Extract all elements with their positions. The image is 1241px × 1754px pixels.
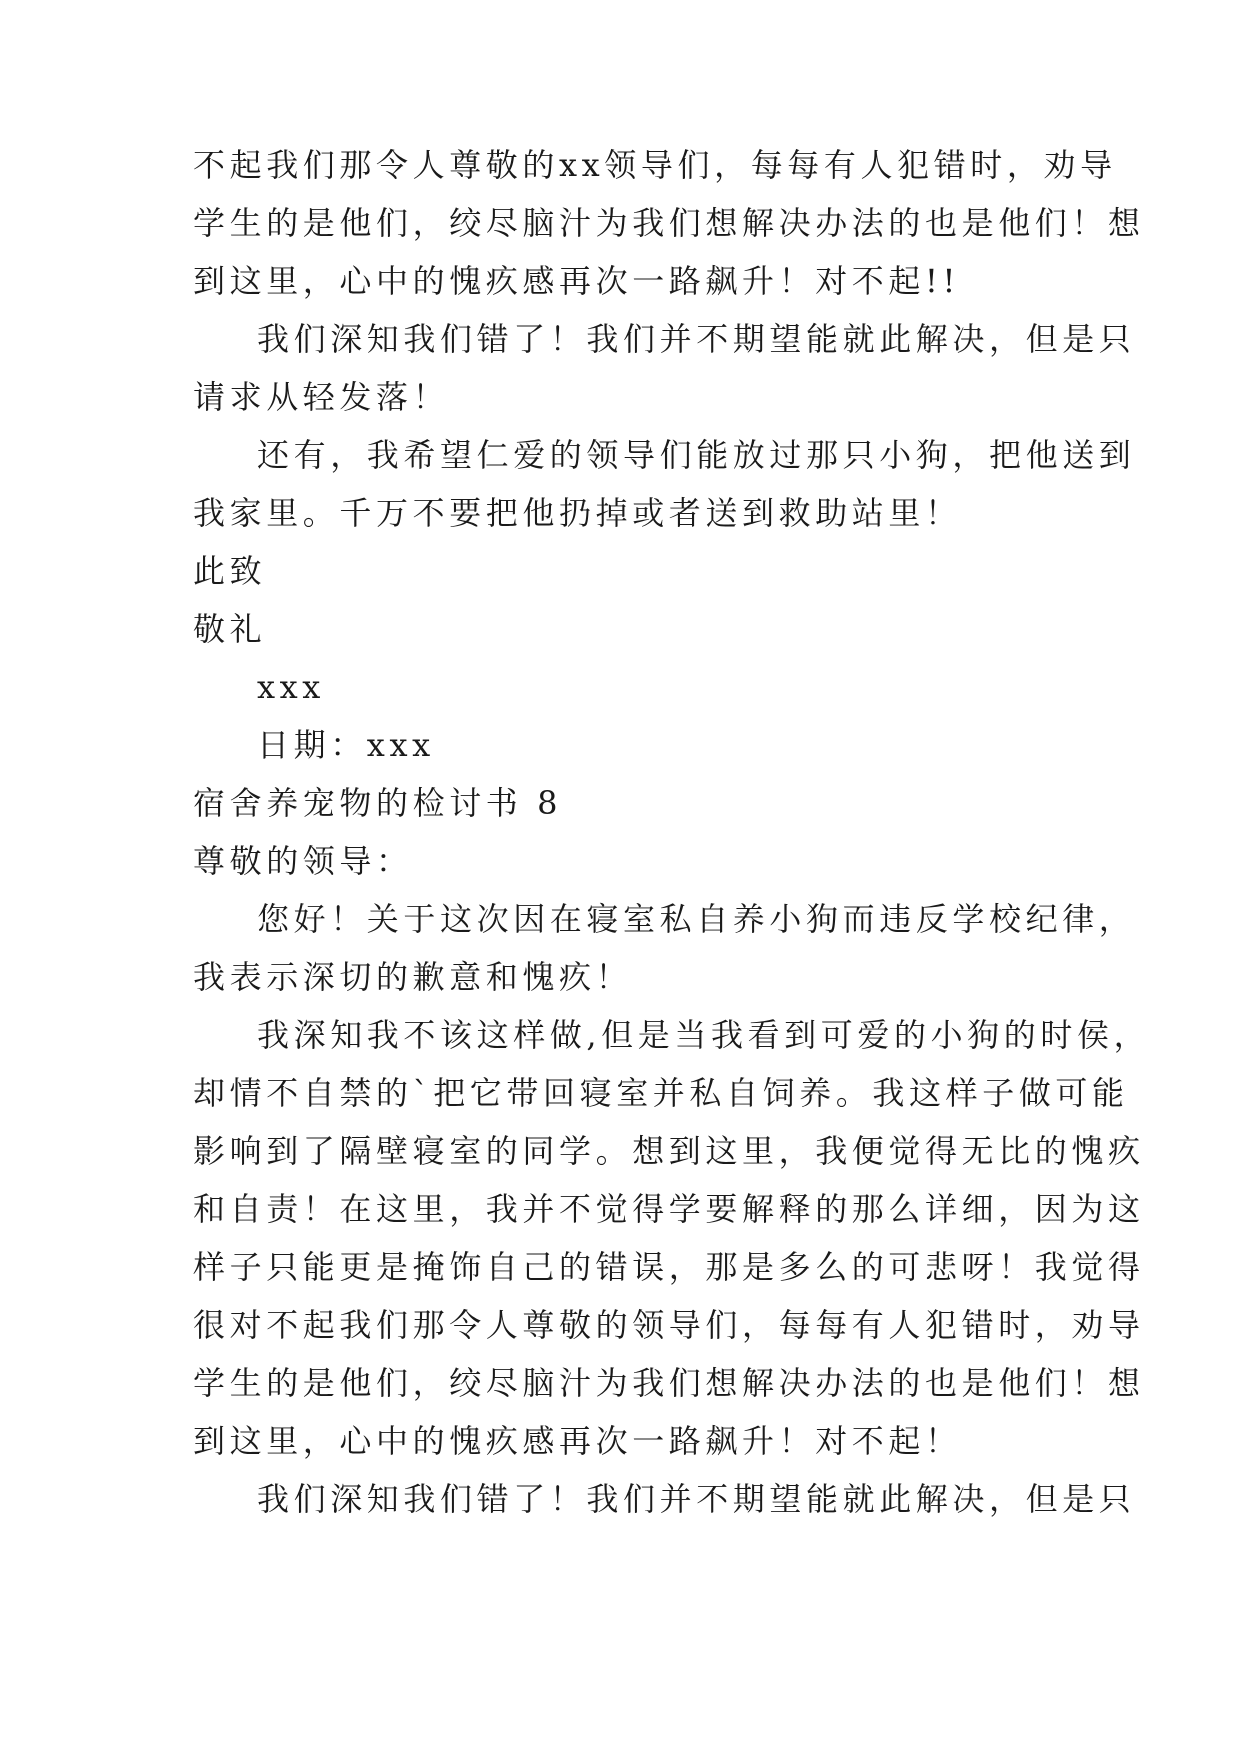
text-line: 到这里，心中的愧疚感再次一路飙升！对不起！ [193, 1422, 962, 1460]
signature-name: xxx [257, 668, 325, 706]
text-line: 影响到了隔壁寝室的同学。想到这里，我便觉得无比的愧疚 [193, 1132, 1145, 1170]
closing-salutation: 此致 [193, 552, 267, 590]
closing-regards: 敬礼 [193, 610, 267, 648]
paragraph-start: 我们深知我们错了！我们并不期望能就此解决，但是只 [257, 1480, 1136, 1518]
paragraph-start: 您好！关于这次因在寝室私自养小狗而违反学校纪律， [257, 900, 1136, 938]
text-line: 样子只能更是掩饰自己的错误，那是多么的可悲呀！我觉得 [193, 1248, 1145, 1286]
text-line: 很对不起我们那令人尊敬的领导们，每每有人犯错时，劝导 [193, 1306, 1145, 1344]
paragraph-start: 还有，我希望仁爱的领导们能放过那只小狗，把他送到 [257, 436, 1136, 474]
text-line: 不起我们那令人尊敬的xx领导们，每每有人犯错时，劝导 [193, 146, 1117, 184]
paragraph-start: 我们深知我们错了！我们并不期望能就此解决，但是只 [257, 320, 1136, 358]
text-line: 到这里，心中的愧疚感再次一路飙升！对不起!! [193, 262, 960, 300]
signature-date: 日期：xxx [257, 726, 435, 764]
text-line: 学生的是他们，绞尽脑汁为我们想解决办法的也是他们！想 [193, 1364, 1145, 1402]
greeting: 尊敬的领导： [193, 842, 413, 880]
text-line: 和自责！在这里，我并不觉得学要解释的那么详细，因为这 [193, 1190, 1145, 1228]
paragraph-start: 我深知我不该这样做,但是当我看到可爱的小狗的时侯， [257, 1016, 1151, 1054]
text-line: 我表示深切的歉意和愧疚！ [193, 958, 633, 996]
text-line: 却情不自禁的`把它带回寝室并私自饲养。我这样子做可能 [193, 1074, 1129, 1112]
text-line: 学生的是他们，绞尽脑汁为我们想解决办法的也是他们！想 [193, 204, 1145, 242]
text-line: 请求从轻发落！ [193, 378, 450, 416]
text-line: 我家里。千万不要把他扔掉或者送到救助站里！ [193, 494, 962, 532]
section-title: 宿舍养宠物的检讨书 8 [193, 784, 563, 822]
